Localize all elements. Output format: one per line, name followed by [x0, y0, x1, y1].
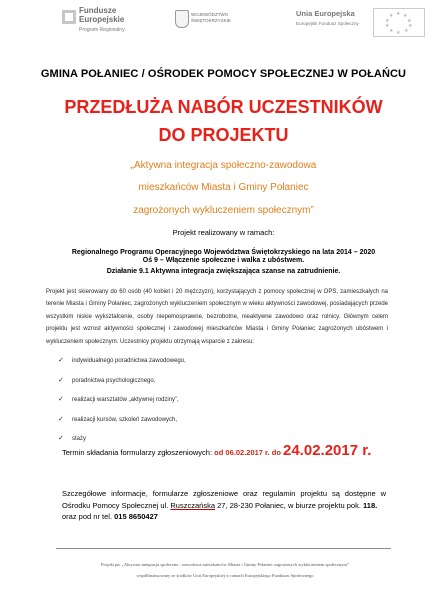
project-title-line-2: mieszkańców Miasta i Gminy Połaniec — [138, 182, 309, 193]
check-icon: ✓ — [58, 376, 64, 384]
crest-icon — [175, 10, 189, 28]
fundusze-europejskie-logo — [62, 4, 152, 40]
list-item: ✓ realizacji kursów, szkoleń zawodowych, — [58, 415, 178, 423]
deadline-from-date: 06.02.2017 r. — [225, 448, 270, 457]
organization-heading: GMINA POŁANIEC / OŚRODEK POMOCY SPOŁECZNEJ W POŁAŃCU — [40, 68, 407, 80]
swietokrzyskie-logo-text: WOJEWÓDZTWO ŚWIĘTOKRZYSKIE — [191, 12, 231, 23]
list-item: ✓ staży — [58, 435, 87, 442]
swietokrzyskie-logo — [175, 10, 255, 32]
deadline-to-prefix: do — [271, 448, 281, 457]
project-title-line-1: „Aktywna integracja społeczno-zawodowa — [130, 160, 317, 171]
deadline-from-prefix: od — [214, 448, 224, 457]
unia-europejska-logo — [296, 8, 436, 38]
check-icon: ✓ — [58, 396, 64, 403]
room-number: 118. — [363, 500, 378, 510]
project-title-line-3: zagrożonych wykluczeniem społecznym” — [133, 205, 314, 216]
list-item: ✓ poradnictwa psychologicznego, — [58, 376, 156, 384]
eu-flag-icon: ★ ★ ★ ★ ★ ★ ★ ★ ★ ★ — [373, 8, 425, 37]
footer-line-2: współfinansowany ze środków Unii Europejskiej w ramach Europejskiego Funduszu Społecznego — [136, 573, 314, 578]
project-description: Projekt jest skierowany do 60 osób (40 kobiet i 20 mężczyzn), korzystających z pomocy społecznej w OPS, zamieszkałych na terenie Miasta i Gminy Połaniec, zagrożonych wykluczeniem społecznym w wieku aktywności zawodowej, posiadających przede wszystkim niskie wykształcenie, osoby niepełnosprawne, bezrobotne, nieaktywne zawodowo oraz rolnicy. Głównym celem projektu jest wzrost aktywności społecznej i zawodowej mieszkańców Miasta i Gminy Połaniec zagrożonych ubóstwem i wykluczeniem społecznym. Uczestnicy projektu otrzymają wsparcie z zakresu: — [46, 289, 388, 345]
framework-program: Regionalnego Programu Operacyjnego Województwa Świętokrzyskiego na lata 2014 – 2020 — [71, 249, 376, 256]
fundusze-logo-icon — [62, 10, 76, 24]
footer-line-1: Projekt pn. „Aktywna integracja społeczno - zawodowa mieszkańców Miasta i Gminy Połaniec zagrożonych wykluczeniem społecznym” — [100, 562, 350, 567]
framework-axis: Oś 9 – Włączenie społeczne i walka z ubóstwem. — [142, 257, 305, 264]
check-icon: ✓ — [58, 415, 64, 423]
list-item: ✓ indywidualnego poradnictwa zawodowego, — [58, 357, 186, 364]
footer-divider — [56, 548, 391, 549]
deadline-to-date: 24.02.2017 r. — [283, 442, 372, 459]
list-item: ✓ realizacji warsztatów „aktywnej rodziny”, — [58, 396, 179, 403]
headline-line-2: DO PROJEKTU — [158, 125, 289, 145]
street-name: Ruszczańska — [170, 500, 215, 510]
deadline-label: Termin składania formularzy zgłoszeniowych: — [62, 448, 213, 457]
check-icon: ✓ — [58, 357, 64, 364]
phone-number: 015 8650427 — [114, 512, 158, 522]
headline-line-1: PRZEDŁUŻA NABÓR UCZESTNIKÓW — [64, 97, 383, 117]
support-list — [58, 357, 358, 455]
deadline — [62, 442, 371, 459]
framework-intro: Projekt realizowany w ramach: — [172, 228, 275, 237]
contact-info: Szczegółowe informacje, formularze zgłoszeniowe oraz regulamin projektu są dostępne w Ośrodku Pomocy Społecznej ul. Ruszczańska 27, 28-230 Połaniec, w biurze projektu pok. 118. oraz pod nr tel. 015 8650427 — [62, 489, 386, 522]
ue-logo-subtitle: Europejski Fundusz Społeczny — [296, 21, 359, 26]
fundusze-logo-name: Fundusze Europejskie — [79, 6, 125, 24]
fundusze-logo-subtitle: Program Regionalny — [79, 27, 125, 33]
ue-logo-name: Unia Europejska — [296, 9, 355, 18]
check-icon: ✓ — [58, 435, 64, 442]
framework-measure: Działanie 9.1 Aktywna integracja zwiększająca szanse na zatrudnienie. — [106, 268, 341, 275]
